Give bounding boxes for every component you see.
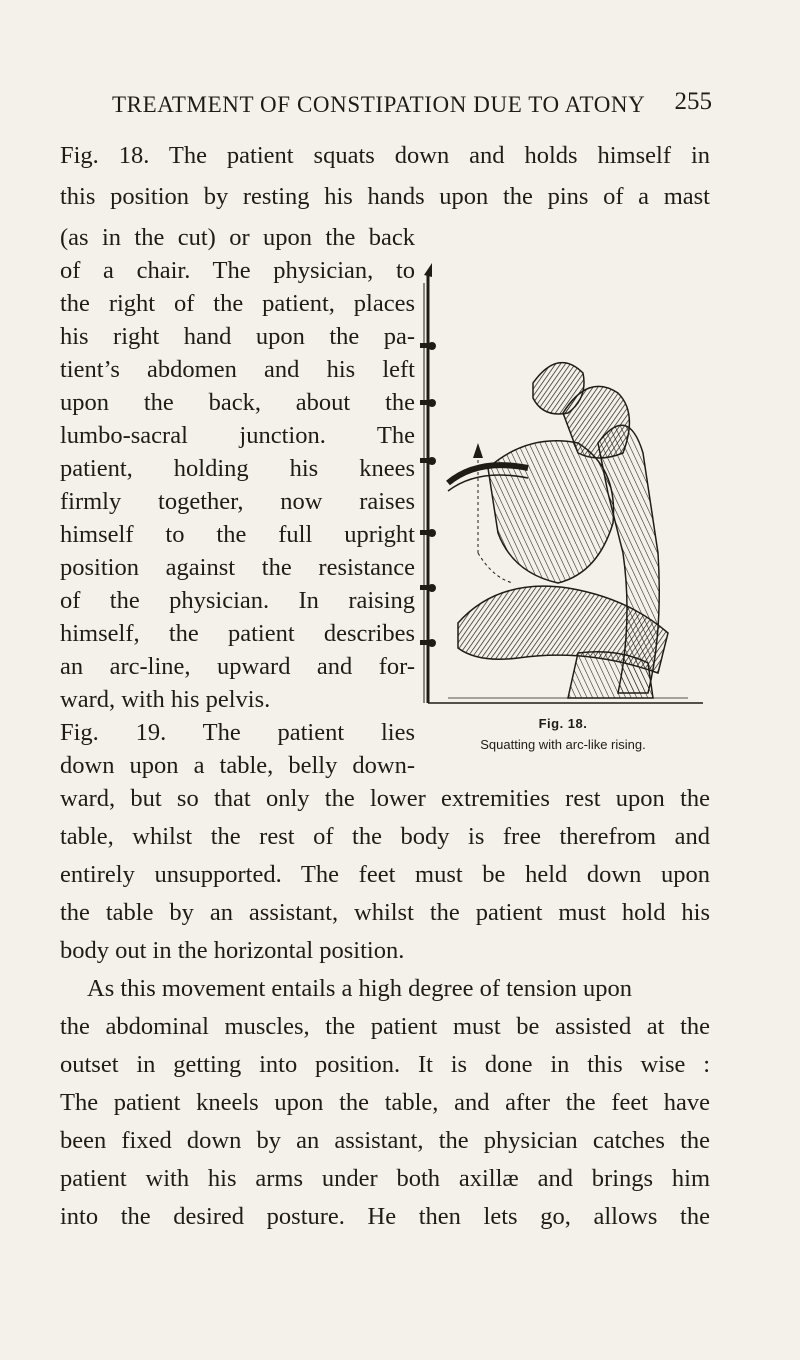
text-line: table, whilst the rest of the body is free therefrom and xyxy=(60,823,710,850)
text-line: entirely unsupported. The feet must be held down upon xyxy=(60,861,710,888)
text-line: been fixed down by an assistant, the physician catches the xyxy=(60,1127,710,1154)
text-line: Fig. 19. The patient lies xyxy=(60,719,415,746)
page-header xyxy=(112,84,712,128)
text-line: patient with his arms under both axillæ and brings him xyxy=(60,1165,710,1192)
text-line: the abdominal muscles, the patient must be assisted at the xyxy=(60,1013,710,1040)
figure-18-illustration xyxy=(418,253,713,718)
text-line: tient’s abdomen and his left xyxy=(60,356,415,383)
text-line: (as in the cut) or upon the back xyxy=(60,224,415,251)
text-line: ward, but so that only the lower extremities rest upon the xyxy=(60,785,710,812)
text-line: As this movement entails a high degree of tension upon xyxy=(87,975,633,1002)
text-line: himself, the patient describes xyxy=(60,620,415,647)
text-line: Fig. 18. The patient squats down and holds himself in xyxy=(60,142,710,169)
text-line: body out in the horizontal position. xyxy=(60,937,405,964)
text-line: the table by an assistant, whilst the patient must hold his xyxy=(60,899,710,926)
text-line: The patient kneels upon the table, and after the feet have xyxy=(60,1089,710,1116)
text-line: position against the resistance xyxy=(60,554,415,581)
figure-description: Squatting with arc-like rising. xyxy=(480,737,646,752)
text-line: the right of the patient, places xyxy=(60,290,415,317)
text-line: ward, with his pelvis. xyxy=(60,686,271,713)
text-line: into the desired posture. He then lets go, allows the xyxy=(60,1203,710,1230)
text-line: upon the back, about the xyxy=(60,389,415,416)
text-line: this position by resting his hands upon the pins of a mast xyxy=(60,183,710,210)
text-line: outset in getting into position. It is done in this wise : xyxy=(60,1051,710,1078)
figure-label: Fig. 18. xyxy=(538,716,588,731)
squatting-man-engraving xyxy=(418,253,713,718)
figure-caption xyxy=(418,716,708,752)
page-number: 255 xyxy=(674,88,712,115)
text-line: of a chair. The physician, to xyxy=(60,257,415,284)
running-head: TREATMENT OF CONSTIPATION DUE TO ATONY xyxy=(112,92,646,117)
text-line: of the physician. In raising xyxy=(60,587,415,614)
text-line: lumbo-sacral junction. The xyxy=(60,422,415,449)
text-line: his right hand upon the pa- xyxy=(60,323,415,350)
text-line: firmly together, now raises xyxy=(60,488,415,515)
text-line: patient, holding his knees xyxy=(60,455,415,482)
text-line: down upon a table, belly down- xyxy=(60,752,415,779)
text-line: an arc-line, upward and for- xyxy=(60,653,415,680)
text-line: himself to the full upright xyxy=(60,521,415,548)
